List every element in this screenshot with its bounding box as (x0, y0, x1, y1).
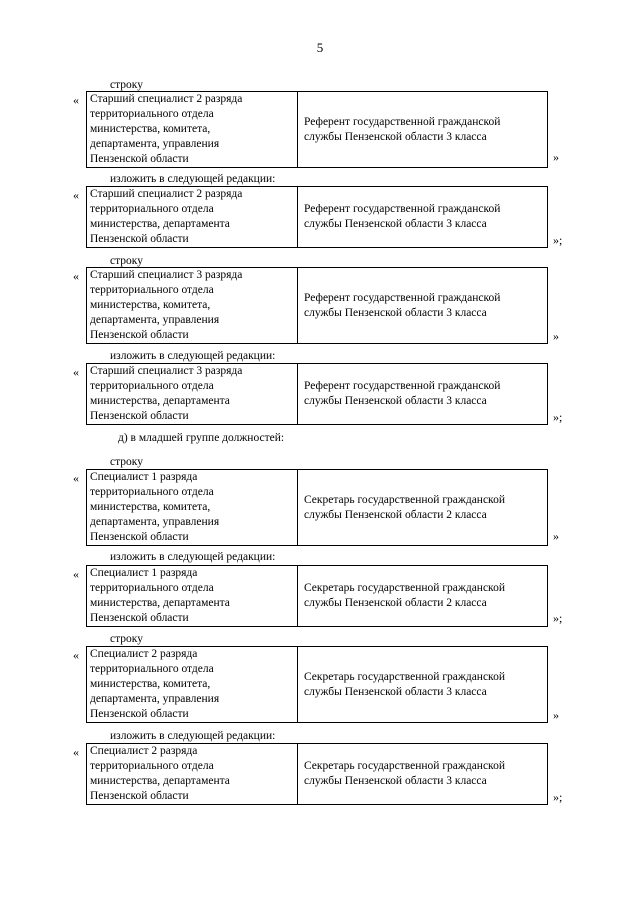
cell-line: министерства, департамента (90, 218, 230, 230)
cell-line: Секретарь государственной гражданской (304, 582, 505, 594)
table-row (86, 469, 548, 546)
close-quote: » (553, 529, 559, 543)
rank-cell (298, 268, 547, 343)
position-cell (87, 566, 298, 626)
cell-line: территориального отдела (90, 760, 214, 772)
cell-line: министерства, комитета, (90, 501, 211, 513)
block-label: изложить в следующей редакции: (110, 350, 276, 362)
cell-line: Пензенской области (90, 790, 189, 802)
cell-line: территориального отдела (90, 582, 214, 594)
cell-line: Специалист 1 разряда (90, 567, 198, 579)
block-label: строку (110, 633, 143, 645)
rank-cell (298, 647, 547, 722)
cell-line: службы Пензенской области 2 класса (304, 508, 487, 521)
table-row (86, 565, 548, 627)
cell-line: министерства, департамента (90, 395, 230, 407)
cell-line: Старший специалист 3 разряда (90, 365, 243, 377)
cell-line: Референт государственной гражданской (304, 291, 501, 304)
cell-line: службы Пензенской области 3 класса (304, 775, 487, 787)
open-quote: « (73, 745, 79, 759)
position-cell (87, 744, 298, 804)
cell-line: Специалист 2 разряда (90, 648, 198, 660)
cell-line: службы Пензенской области 3 класса (304, 395, 487, 407)
close-quote: »; (553, 790, 563, 804)
open-quote: « (73, 269, 79, 283)
cell-line: территориального отдела (90, 663, 214, 675)
cell-line: Специалист 1 разряда (90, 471, 198, 483)
cell-line: Старший специалист 3 разряда (90, 269, 243, 281)
table-row (86, 91, 548, 168)
position-cell (87, 268, 298, 343)
block-label: строку (110, 79, 143, 91)
block-label: строку (110, 255, 143, 267)
cell-line: Секретарь государственной гражданской (304, 760, 505, 772)
cell-line: службы Пензенской области 3 класса (304, 306, 487, 319)
table-row (86, 363, 548, 425)
rank-cell (298, 744, 547, 804)
cell-line: Пензенской области (90, 410, 189, 422)
section-heading: д) в младшей группе должностей: (118, 432, 285, 444)
cell-line: Референт государственной гражданской (304, 203, 501, 215)
open-quote: « (73, 188, 79, 202)
table-row (86, 267, 548, 344)
rank-cell (298, 92, 547, 167)
position-cell (87, 364, 298, 424)
cell-line: Секретарь государственной гражданской (304, 493, 505, 506)
cell-line: службы Пензенской области 3 класса (304, 130, 487, 143)
close-quote: »; (553, 233, 563, 247)
open-quote: « (73, 93, 79, 107)
position-cell (87, 647, 298, 722)
table-row (86, 186, 548, 248)
cell-line: Старший специалист 2 разряда (90, 188, 243, 200)
cell-line: территориального отдела (90, 108, 214, 120)
cell-line: департамента, управления (90, 693, 220, 705)
table-row (86, 646, 548, 723)
cell-line: министерства, департамента (90, 775, 230, 787)
cell-line: Референт государственной гражданской (304, 380, 501, 392)
open-quote: « (73, 567, 79, 581)
close-quote: » (553, 150, 559, 164)
table-row (86, 743, 548, 805)
cell-line: территориального отдела (90, 486, 214, 498)
cell-line: Пензенской области (90, 612, 189, 624)
cell-line: Пензенской области (90, 329, 189, 341)
cell-line: Специалист 2 разряда (90, 745, 198, 757)
block-label: строку (110, 456, 143, 468)
rank-cell (298, 566, 547, 626)
open-quote: « (73, 471, 79, 485)
cell-line: территориального отдела (90, 380, 214, 392)
cell-line: Старший специалист 2 разряда (90, 93, 243, 105)
cell-line: департамента, управления (90, 314, 220, 326)
rank-cell (298, 187, 547, 247)
cell-line: Пензенской области (90, 233, 189, 245)
cell-line: службы Пензенской области 2 класса (304, 597, 487, 609)
position-cell (87, 92, 298, 167)
cell-line: службы Пензенской области 3 класса (304, 685, 487, 698)
cell-line: Секретарь государственной гражданской (304, 670, 505, 683)
close-quote: »; (553, 410, 563, 424)
close-quote: » (553, 329, 559, 343)
cell-line: департамента, управления (90, 516, 220, 528)
close-quote: » (553, 708, 559, 722)
cell-line: территориального отдела (90, 284, 214, 296)
open-quote: « (73, 365, 79, 379)
cell-line: Пензенской области (90, 708, 189, 720)
block-label: изложить в следующей редакции: (110, 173, 276, 185)
cell-line: министерства, комитета, (90, 678, 211, 690)
position-cell (87, 187, 298, 247)
block-label: изложить в следующей редакции: (110, 730, 276, 742)
rank-cell (298, 364, 547, 424)
cell-line: Референт государственной гражданской (304, 115, 501, 128)
cell-line: службы Пензенской области 3 класса (304, 218, 487, 230)
cell-line: министерства, комитета, (90, 299, 211, 311)
close-quote: »; (553, 611, 563, 625)
cell-line: министерства, комитета, (90, 123, 211, 135)
cell-line: Пензенской области (90, 153, 189, 165)
position-cell (87, 470, 298, 545)
cell-line: территориального отдела (90, 203, 214, 215)
block-label: изложить в следующей редакции: (110, 551, 276, 563)
page-number: 5 (316, 40, 324, 55)
open-quote: « (73, 648, 79, 662)
cell-line: Пензенской области (90, 531, 189, 543)
cell-line: департамента, управления (90, 138, 220, 150)
rank-cell (298, 470, 547, 545)
cell-line: министерства, департамента (90, 597, 230, 609)
